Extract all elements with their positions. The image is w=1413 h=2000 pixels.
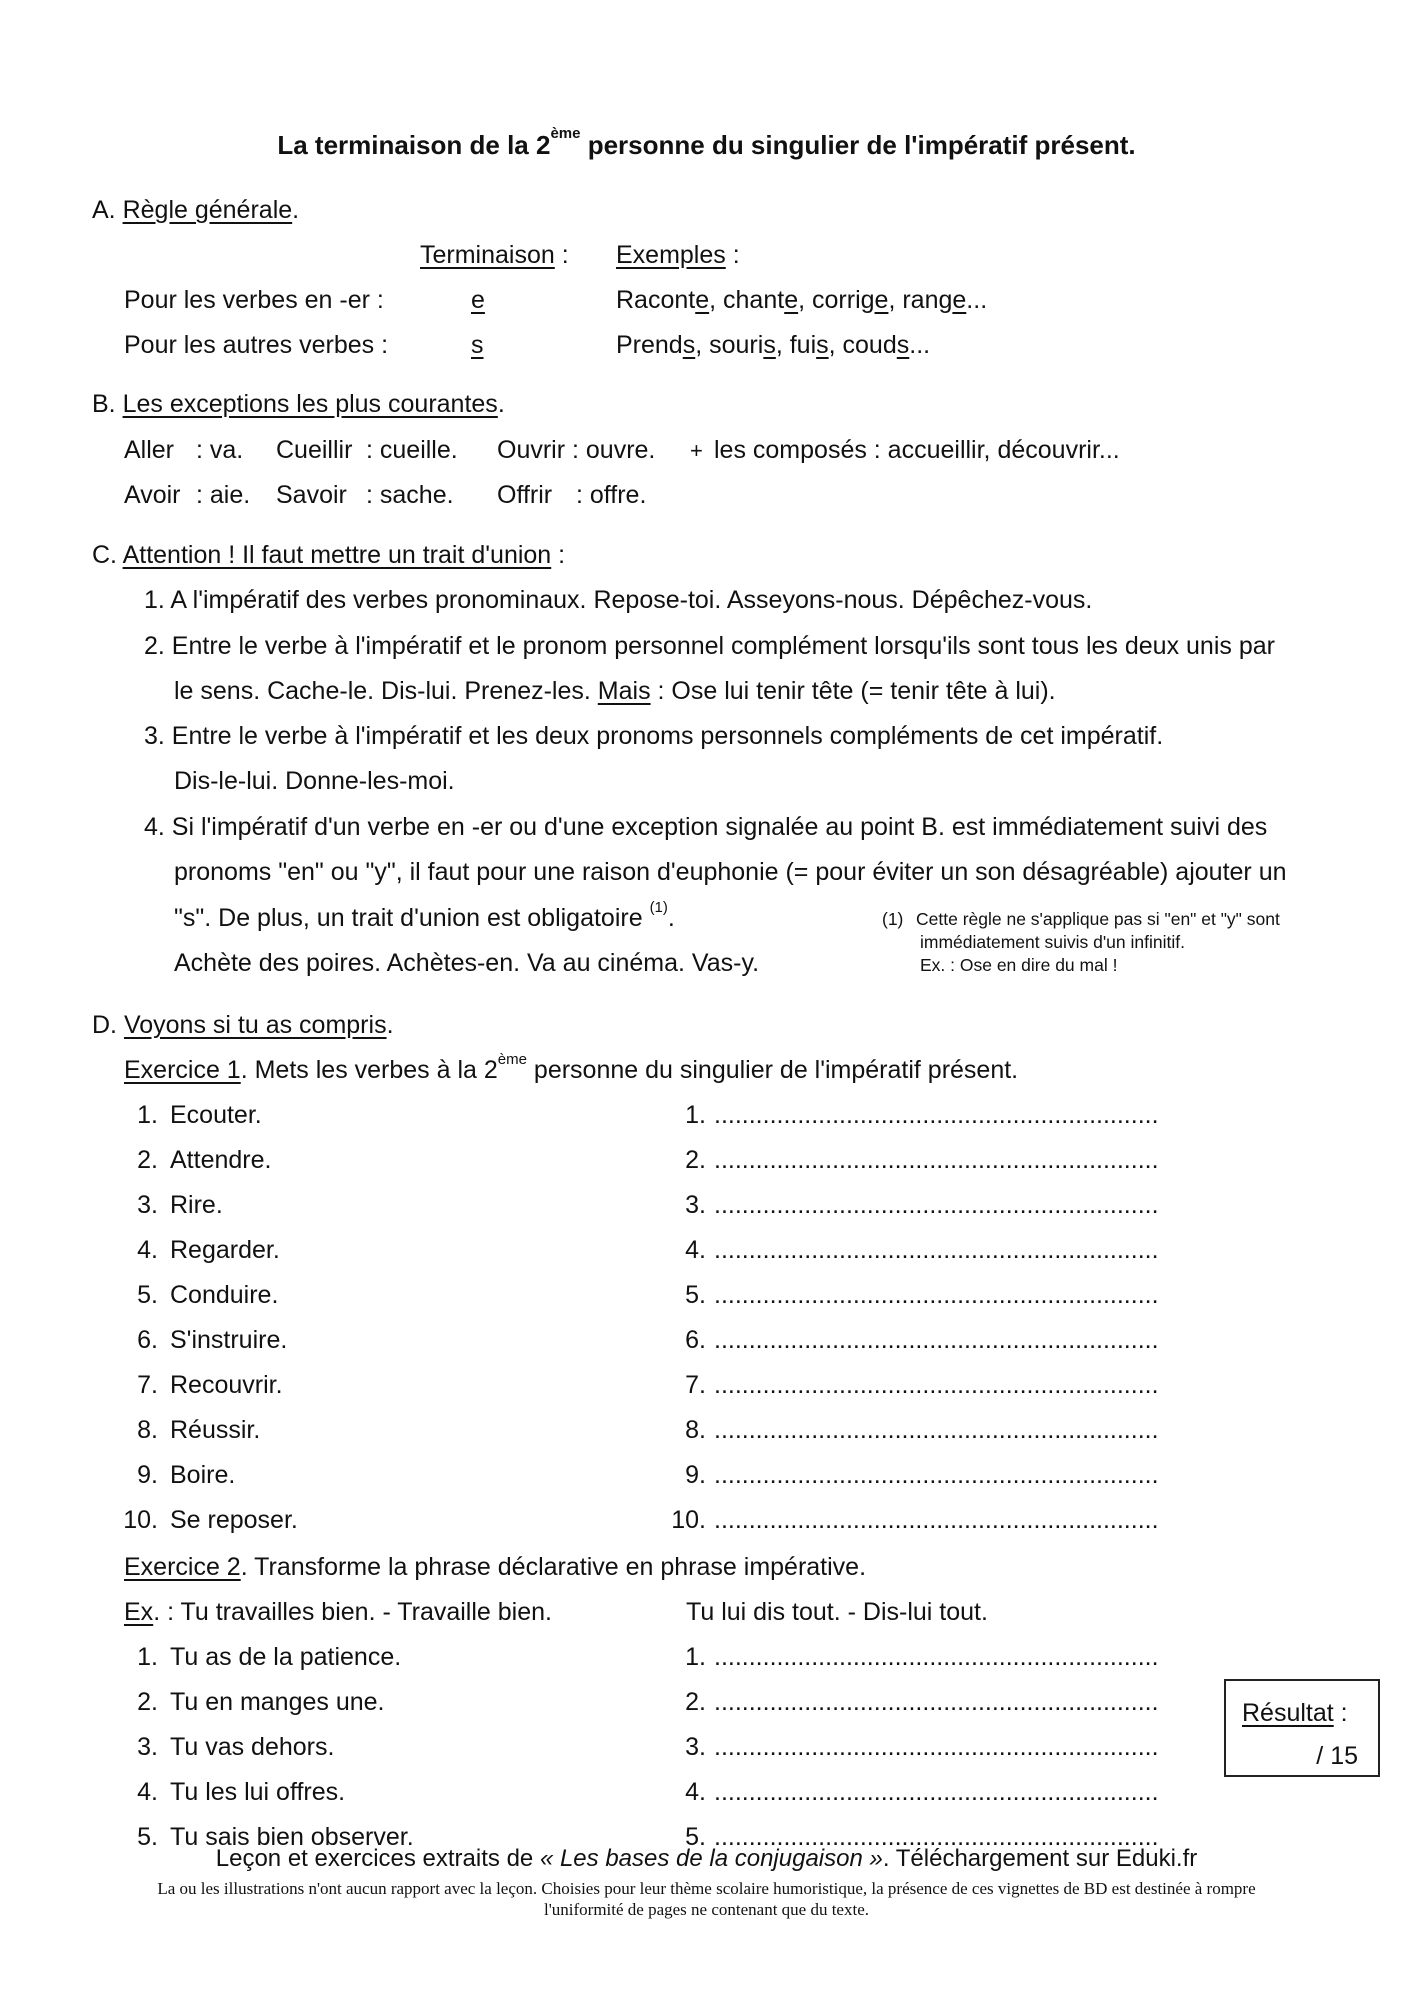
footer-source: Leçon et exercices extraits de « Les bases de la conjugaison ». Téléchargement sur Eduki.fr [215,1845,1198,1872]
exercise-1-item-number: 6. [137,1326,158,1354]
exercise-2-answer-field[interactable]: ................................................................ [714,1645,1159,1670]
result-box [1224,1679,1380,1777]
exercise-2-item-number: 3. [137,1733,158,1761]
rule-row-er-label: Pour les verbes en -er : [124,286,384,314]
exercise-2-answer-number: 1. [685,1643,706,1671]
rule-c-item-3-line-2: Dis-le-lui. Donne-les-moi. [174,767,455,795]
exercise-2-answer-number: 4. [685,1778,706,1806]
exercise-1-item-number: 2. [137,1146,158,1174]
exercise-1-item-text: Réussir. [170,1416,261,1444]
exercise-1-answer-number: 6. [685,1326,706,1354]
exercise-2-answer-number: 2. [685,1688,706,1716]
exercise-1-answer-field[interactable]: ................................................................ [714,1148,1159,1173]
rule-c-item-4-line-2: pronoms "en" ou "y", il faut pour une raison d'euphonie (= pour éviter un son désagréable) ajouter un [174,858,1287,886]
exercise-1-item-number: 10. [123,1506,158,1534]
rule-c-item-4-line-3: "s". De plus, un trait d'union est obligatoire $^{(1)}$. [174,899,675,932]
exercise-2-instruction: Exercice 2. Transforme la phrase déclarative en phrase impérative. [124,1553,867,1581]
column-header-terminaison: Terminaison : [420,241,569,269]
exercise-1-answer-number: 10. [671,1506,706,1534]
rule-row-other-ending: s [471,331,484,359]
exercise-2-answer-field[interactable]: ................................................................ [714,1780,1159,1805]
exercise-1-answer-number: 3. [685,1191,706,1219]
footer-note-line-2: l'uniformité de pages ne contenant que du texte. [543,1900,869,1919]
section-c-heading: C. Attention ! Il faut mettre un trait d'union : [92,541,566,569]
section-a-heading: A. Règle générale. [92,196,300,224]
exercise-1-item-text: Conduire. [170,1281,279,1309]
exercise-1-item-text: Se reposer. [170,1506,298,1534]
exercise-1-answer-number: 1. [685,1101,706,1129]
exercise-1-answer-number: 9. [685,1461,706,1489]
exercise-1-item-text: Attendre. [170,1146,272,1174]
exception-compounds: les composés : accueillir, découvrir... [714,436,1120,464]
exercise-1-answer-number: 5. [685,1281,706,1309]
exercise-1-answer-field[interactable]: ................................................................ [714,1418,1159,1443]
exercise-1-answer-number: 4. [685,1236,706,1264]
exercise-1-item-text: Recouvrir. [170,1371,283,1399]
plus-sign: + [690,438,703,463]
exception-cueillir: Cueillir [276,436,353,464]
exercise-2-item-number: 5. [137,1823,158,1851]
exercise-2-item-text: Tu vas dehors. [170,1733,335,1761]
rule-c-item-1: 1. A l'impératif des verbes pronominaux. Repose-toi. Asseyons-nous. Dépêchez-vous. [144,586,1093,614]
exercise-2-answer-number: 5. [685,1823,706,1851]
exercise-1-item-number: 9. [137,1461,158,1489]
exercise-1-answer-field[interactable]: ................................................................ [714,1103,1159,1128]
exception-offrir-form: : offre. [576,481,647,509]
exception-aller: Aller [124,436,175,464]
exercise-1-item-text: S'instruire. [170,1326,288,1354]
exercise-2-item-text: Tu les lui offres. [170,1778,346,1806]
exercise-1-item-text: Regarder. [170,1236,280,1264]
exercise-1-answer-field[interactable]: ................................................................ [714,1238,1159,1263]
exception-ouvrir: Ouvrir : ouvre. [497,436,656,464]
exception-savoir-form: : sache. [366,481,454,509]
rule-c-item-4-line-1: 4. Si l'impératif d'un verbe en -er ou d'une exception signalée au point B. est immédiatement suivi des [144,813,1268,841]
exercise-2-item-number: 1. [137,1643,158,1671]
column-header-exemples: Exemples : [616,241,740,269]
footer-note-line-1: La ou les illustrations n'ont aucun rapport avec la leçon. Choisies pour leur thème scolaire humoristique, la présence de ces vignettes de BD est destinée à rompre [157,1879,1256,1898]
exercise-2-item-text: Tu sais bien observer. [170,1823,414,1851]
exercise-1-item-text: Ecouter. [170,1101,262,1129]
section-d-heading: D. Voyons si tu as compris. [92,1011,394,1039]
exercise-1-answer-field[interactable]: ................................................................ [714,1508,1159,1533]
exercise-1-item-text: Boire. [170,1461,236,1489]
exercise-2-item-text: Tu as de la patience. [170,1643,402,1671]
exercise-1-item-number: 1. [137,1101,158,1129]
exception-cueillir-form: : cueille. [366,436,458,464]
rule-row-er-examples: Raconte, chante, corrige, range... [616,286,988,314]
rule-c-item-2-line-2: le sens. Cache-le. Dis-lui. Prenez-les. Mais : Ose lui tenir tête (= tenir tête à lui). [174,677,1056,705]
exercise-2-answer-field[interactable]: ................................................................ [714,1825,1159,1850]
exercise-1-answer-number: 8. [685,1416,706,1444]
exercise-1-answer-field[interactable]: ................................................................ [714,1463,1159,1488]
exercise-2-answer-field[interactable]: ................................................................ [714,1735,1159,1760]
exception-avoir-form: : aie. [196,481,251,509]
rule-row-other-label: Pour les autres verbes : [124,331,389,359]
exercise-2-answer-number: 3. [685,1733,706,1761]
exercise-1-instruction: Exercice 1. Mets les verbes à la 2ème personne du singulier de l'impératif présent. [124,1051,1019,1084]
rule-c-item-4-line-4: Achète des poires. Achètes-en. Va au cinéma. Vas-y. [174,949,760,977]
exercise-2-item-number: 4. [137,1778,158,1806]
exercise-1-item-number: 7. [137,1371,158,1399]
footnote: (1) Cette règle ne s'applique pas si "en" et "y" sont immédiatement suivis d'un infinitif. Ex. : Ose en dire du mal ! [882,909,1280,975]
section-b-heading: B. Les exceptions les plus courantes. [92,390,505,418]
exercise-1-answer-field[interactable]: ................................................................ [714,1283,1159,1308]
exception-savoir: Savoir [276,481,347,509]
exercise-1-answer-field[interactable]: ................................................................ [714,1373,1159,1398]
exercise-2-item-number: 2. [137,1688,158,1716]
result-label: Résultat : [1242,1699,1348,1727]
exercise-1-item-text: Rire. [170,1191,223,1219]
exercise-2-answer-field[interactable]: ................................................................ [714,1690,1159,1715]
exercise-2-example-right: Tu lui dis tout. - Dis-lui tout. [686,1598,988,1626]
exercise-1-item-number: 8. [137,1416,158,1444]
rule-c-item-3-line-1: 3. Entre le verbe à l'impératif et les deux pronoms personnels compléments de cet impératif. [144,722,1164,750]
rule-row-other-examples: Prends, souris, fuis, couds... [616,331,931,359]
page-title: La terminaison de la 2ème personne du singulier de l'impératif présent. [277,125,1136,160]
exercise-1-item-number: 4. [137,1236,158,1264]
rule-c-item-2-line-1: 2. Entre le verbe à l'impératif et le pronom personnel complément lorsqu'ils sont tous les deux unis par [144,632,1275,660]
exercise-2-item-text: Tu en manges une. [170,1688,385,1716]
exercise-1-item-number: 3. [137,1191,158,1219]
exception-avoir: Avoir [124,481,181,509]
result-score: / 15 [1316,1742,1358,1770]
exercise-1-answer-field[interactable]: ................................................................ [714,1193,1159,1218]
exercise-1-answer-number: 2. [685,1146,706,1174]
rule-row-er-ending: e [471,286,485,314]
exercise-1-answer-field[interactable]: ................................................................ [714,1328,1159,1353]
exercise-1-item-number: 5. [137,1281,158,1309]
exception-aller-form: : va. [196,436,244,464]
exercise-2-example-left: Ex. : Tu travailles bien. - Travaille bien. [124,1598,552,1626]
exercise-1-answer-number: 7. [685,1371,706,1399]
exception-offrir: Offrir [497,481,553,509]
